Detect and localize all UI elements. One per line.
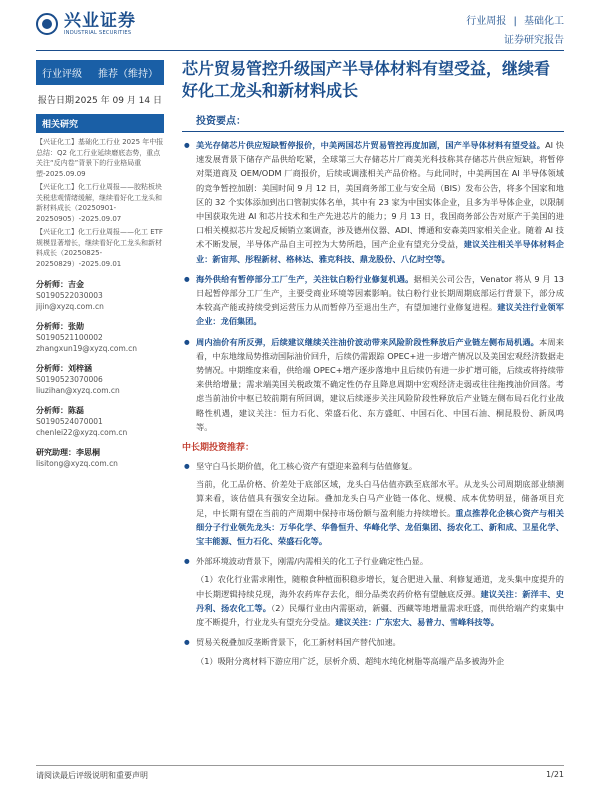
- analyst-name: 分析师：陈磊: [36, 406, 84, 415]
- recommendation-3-lead: 贸易关税叠加反垄断背景下，化工新材料国产替代加速。: [196, 637, 401, 648]
- recommendation-2-lead: 外部环境波动背景下，刚需/内需相关的化工子行业确定性凸显。: [196, 556, 429, 567]
- header-separator: |: [513, 16, 517, 27]
- analyst-id: S0190521100002: [36, 333, 103, 342]
- page-number: 1/21: [546, 770, 564, 779]
- related-research-list: [36, 137, 164, 269]
- recommendation-1-picks: 重点推荐化企核心资产与相关细分子行业领先龙头：万华化学、华鲁恒升、华峰化学、龙佰集团、扬农化工、新和成、卫星化学、宝丰能源、恒力石化、荣盛石化等。: [196, 507, 564, 547]
- report-date-value: 2025 年 09 月 14 日: [74, 96, 162, 106]
- recommendation-1: [182, 459, 564, 473]
- analyst-name: 分析师：张勋: [36, 322, 84, 331]
- recommendation-3-detail: [182, 654, 564, 668]
- rating-value: 推荐（维持）: [98, 69, 158, 80]
- analyst-email[interactable]: lisitong@xyzq.com.cn: [36, 459, 118, 468]
- key-point-2-lead: 海外供给有暂停部分工厂生产，关注钛白粉行业修复机遇。: [196, 273, 414, 284]
- analyst-name: 研究助理：李思桐: [36, 448, 100, 457]
- key-points-divider: [182, 131, 564, 132]
- related-item[interactable]: 【兴证化工】化工行业周报——胶粘板块关税悲观情绪缓解，继续看好化工龙头和新材料成长（20250901-20250905）-2025.09.07: [36, 183, 162, 223]
- analyst-id: S0190524070001: [36, 417, 103, 426]
- key-point-2-picks: 建议关注行业领军企业：龙佰集团。: [196, 302, 564, 327]
- logo-name-cn: 兴业证券: [64, 11, 136, 31]
- sector-name: 基础化工: [524, 16, 564, 27]
- analyst-id: S0190523070006: [36, 375, 103, 384]
- recommendation-2-body: （1）农化行业需求刚性，随粮食种植面积稳步增长，复合肥进入量、利修复通道，龙头集中度提升的中长期逻辑持续兑现，海外农药库存去化，细分品类农药价格有望触底反弹。: [196, 574, 564, 599]
- key-point-3-body: 本周来看，中东地缘局势推动国际油价回升，后续仍需跟踪 OPEC+进一步增产情况以及美国宏观经济数据走势情况。中期维度来看，供给端 OPEC+增产逐步落地中且后续仍有进一步扩增可能，后续或将持续带来供给增量；需求端美国关税政策不确定性仍存且降息周期中宏观经济走弱或往往拖拽油价回落。考虑当前油价中枢已较前期有所回调，建议后续逐步关注风险阶段性释放后产业链左侧布局石化行业战略性机遇，建议关注：恒力石化、荣盛石化、东方盛虹、中国石化、中国石油、桐昆股份、新凤鸣等。: [196, 336, 564, 432]
- analyst-email[interactable]: zhangxun19@xyzq.com.cn: [36, 344, 138, 353]
- rating-box: [36, 60, 164, 85]
- key-points-title: 投资要点：: [196, 116, 246, 127]
- analyst-name: 分析师：吉金: [36, 280, 84, 289]
- analyst-list: [36, 279, 164, 469]
- logo-emblem-icon: [36, 13, 58, 35]
- key-point-1: [182, 138, 564, 266]
- related-research-title: 相关研究: [36, 114, 164, 133]
- recommendation-2-picks-2: 建议关注：广东宏大、易普力、雪峰科技等。: [335, 617, 499, 628]
- recommendation-1-lead: 坚守白马长期价值，化工核心资产有望迎来盈利与估值修复。: [196, 461, 418, 472]
- recommendation-3: [182, 635, 564, 649]
- analyst-email[interactable]: jijin@xyzq.com.cn: [36, 302, 104, 311]
- key-point-3: [182, 335, 564, 434]
- recommendation-2: [182, 554, 564, 568]
- analyst-email[interactable]: chenlei22@xyzq.com.cn: [36, 428, 128, 437]
- key-point-2: [182, 272, 564, 329]
- report-type: 行业周报: [466, 16, 507, 27]
- key-point-1-picks: 建议关注相关半导体材料企业：新宙邦、彤程新材、格林达、雅克科技、鼎龙股份、八亿时空等。: [196, 239, 564, 264]
- logo-name-en: INDUSTRIAL SECURITIES: [64, 30, 132, 36]
- recommendation-3-body: （1）吸附分离材料下游应用广泛，层析介质、超纯水纯化树脂等高端产品多被海外企: [196, 655, 505, 666]
- report-class: 证券研究报告: [504, 35, 564, 46]
- left-sidebar: [36, 60, 164, 469]
- company-logo: [36, 12, 136, 36]
- report-date: [36, 93, 164, 106]
- footer-disclaimer[interactable]: 请阅读最后评级说明和重要声明: [36, 771, 148, 780]
- recommendation-2-body-2: （2）民爆行业由内需驱动，新疆、西藏等地增量需求旺盛，而供给端产约束集中度不断提升，行业龙头有望充分受益。: [196, 602, 564, 628]
- analyst-name: 分析师：刘梓涵: [36, 364, 92, 373]
- header-divider: [36, 50, 564, 51]
- main-content: [182, 58, 564, 668]
- report-title: 芯片贸易管控升级国产半导体材料有望受益，继续看好化工龙头和新材料成长: [182, 59, 551, 100]
- recommendation-1-detail: [182, 477, 564, 548]
- key-point-2-body: 据相关公司公告，Venator 将从 9 月 13 日起暂停部分工厂生产，主要受商业环境等因素影响。钛白粉行业长期周期底部运行背景下，部分成本较高产能或持续受到运营压力从而暂停乃至退出生产，有望加速行业修复进程。: [196, 273, 564, 313]
- key-point-3-lead: 周内油价有所反弹，后续建议继续关注油价波动带来风险阶段性释放后产业链左侧布局机遇。: [196, 336, 540, 347]
- related-item[interactable]: 【兴证化工】基础化工行业 2025 年中报总结：Q2 化工行业延续磨底态势，重点关注“反内卷”背景下的行业格局重塑-2025.09.09: [36, 138, 164, 178]
- recommendation-2-detail: [182, 572, 564, 629]
- report-date-label: 报告日期: [38, 96, 75, 106]
- mid-long-term-heading: 中长期投资推荐：: [182, 443, 255, 454]
- recommendation-1-body: 当前，化工品价格、价差处于底部区域，龙头白马估值亦跌至底部水平。从龙头公司周期底部业绩测算来看，该估值具有强安全边际。叠加龙头白马产业链一体化、规模、成本优势明显，储备项目充足，中长期有望在当前的产周期中保持市场份额与盈利能力持续增长。: [196, 479, 564, 518]
- analyst-email[interactable]: liuzihan@xyzq.com.cn: [36, 386, 120, 395]
- related-item[interactable]: 【兴证化工】化工行业周报——化工 ETF 规模显著增长，继续看好化工龙头和新材料成长（20250825-20250829）-2025.09.01: [36, 228, 163, 268]
- header-meta: [462, 12, 564, 46]
- recommendation-2-picks: 建议关注：新洋丰、史丹利、扬农化工等。: [196, 588, 564, 613]
- key-point-1-body: AI 快速发展背景下储存产品供给吃紧，全球第三大存储芯片厂商美光科技称其存储芯片供应短缺，将暂停对渠道商及 OEM/ODM 厂商报价，后续或调涨相关产品价格。与此同时，中美两国在 AI 半导体领域的竞争暂控加剧：美国时间 9 月 12 日，美国商务部工业与安全局（BIS）发布公告，将多个国家和地区的 32 个实体添加到出口管制实体名单，其中有 23 家为中国实体企业，且多为半导体企业，以限制中国获取先进 AI 和芯片技术和生产先进芯片的能力；9 月 13 日，我国商务部公告对原产于美国的进口相关模拟芯片发起反倾销立案调查，涉及德州仪器、ADI、博通和安森美四家相关企业。随着 AI 技术不断发展，半导体产品自主可控为大势所趋，国产企业有望充分受益，: [196, 140, 564, 250]
- footer-divider: [36, 765, 564, 766]
- rating-label: 行业评级: [42, 69, 82, 80]
- analyst-id: S0190522030003: [36, 291, 103, 300]
- key-point-1-lead: 美光存储芯片供应短缺暂停报价，中美两国芯片贸易管控再度加剧，国产半导体材料有望受益。: [196, 140, 546, 150]
